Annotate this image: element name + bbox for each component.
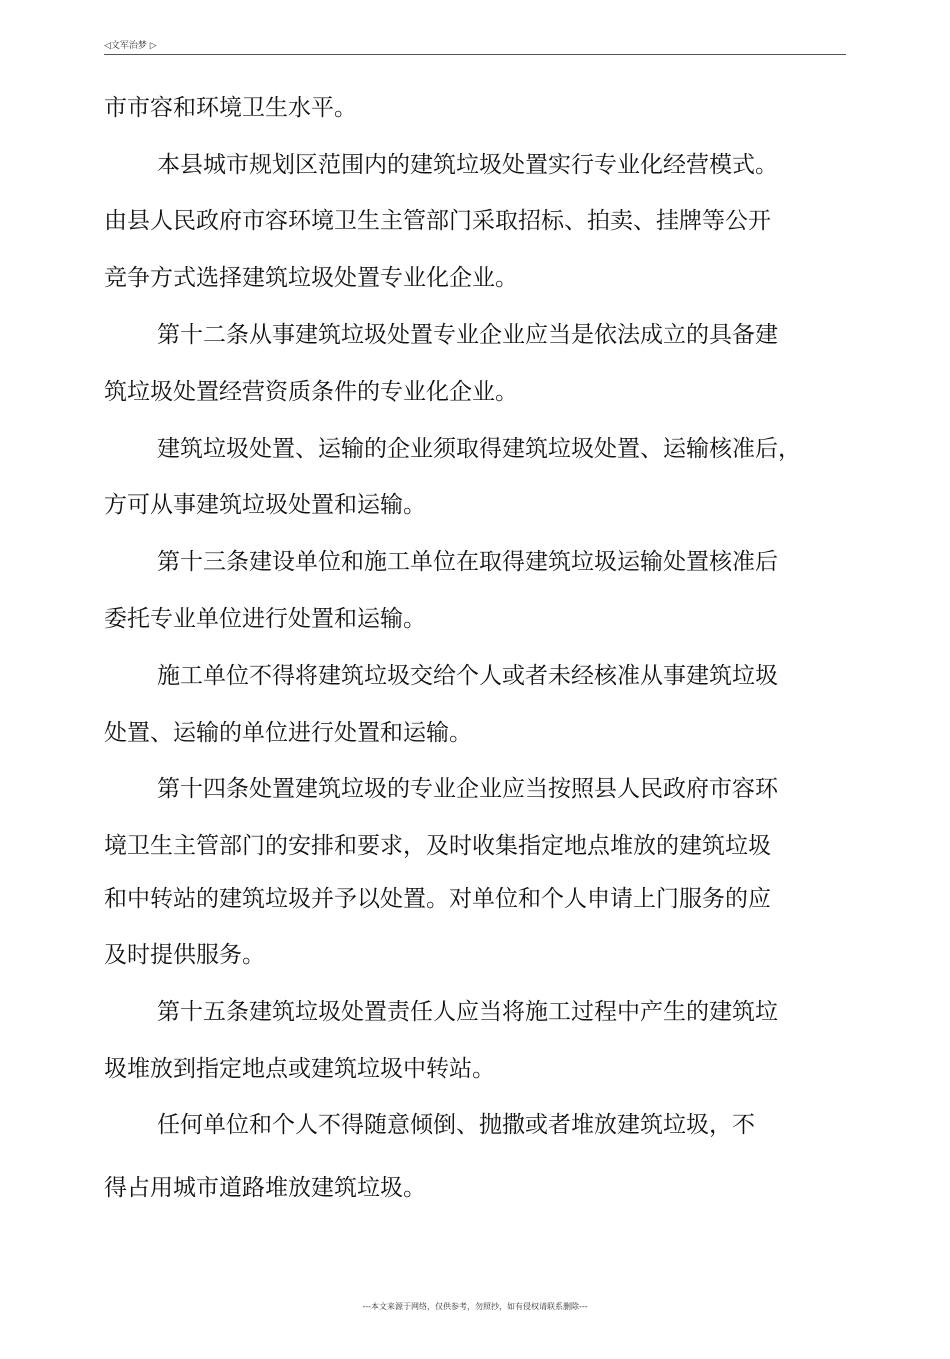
body-line: 第十四条处置建筑垃圾的专业企业应当按照县人民政府市容环: [157, 776, 778, 802]
body-line: 及时提供服务。: [104, 942, 265, 968]
body-line: 方可从事建筑垃圾处置和运输。: [104, 492, 426, 518]
body-line: 竞争方式选择建筑垃圾处置专业化企业。: [104, 265, 518, 291]
page-footer: ---本文来源于网络，仅供参考，勿照抄，如有侵权请联系删除---: [362, 1302, 588, 1311]
body-line: 筑垃圾处置经营资质条件的专业化企业。: [104, 379, 518, 405]
body-line: 第十五条建筑垃圾处置责任人应当将施工过程中产生的建筑垃: [157, 999, 778, 1025]
body-line: 境卫生主管部门的安排和要求，及时收集指定地点堆放的建筑垃圾: [104, 833, 771, 859]
body-line: 和中转站的建筑垃圾并予以处置。对单位和个人申请上门服务的应: [104, 886, 771, 912]
body-line: 本县城市规划区范围内的建筑垃圾处置实行专业化经营模式。: [157, 152, 778, 178]
body-line: 建筑垃圾处置、运输的企业须取得建筑垃圾处置、运输核准后，: [157, 436, 801, 462]
body-line: 处置、运输的单位进行处置和运输。: [104, 720, 472, 746]
body-line: 施工单位不得将建筑垃圾交给个人或者未经核准从事建筑垃圾: [157, 663, 778, 689]
body-line: 第十三条建设单位和施工单位在取得建筑垃圾运输处置核准后: [157, 549, 778, 575]
header-mark: ◁文军治梦 ▷: [104, 41, 157, 51]
page-header: [104, 40, 846, 55]
body-line: 委托专业单位进行处置和运输。: [104, 606, 426, 632]
body-line: 市市容和环境卫生水平。: [104, 95, 357, 121]
body-line: 由县人民政府市容环境卫生主管部门采取招标、拍卖、挂牌等公开: [104, 208, 771, 234]
body-line: 圾堆放到指定地点或建筑垃圾中转站。: [104, 1056, 495, 1082]
body-line: 得占用城市道路堆放建筑垃圾。: [104, 1175, 426, 1201]
body-line: 任何单位和个人不得随意倾倒、抛撒或者堆放建筑垃圾，不: [157, 1112, 755, 1138]
body-line: 第十二条从事建筑垃圾处置专业企业应当是依法成立的具备建: [157, 322, 778, 348]
